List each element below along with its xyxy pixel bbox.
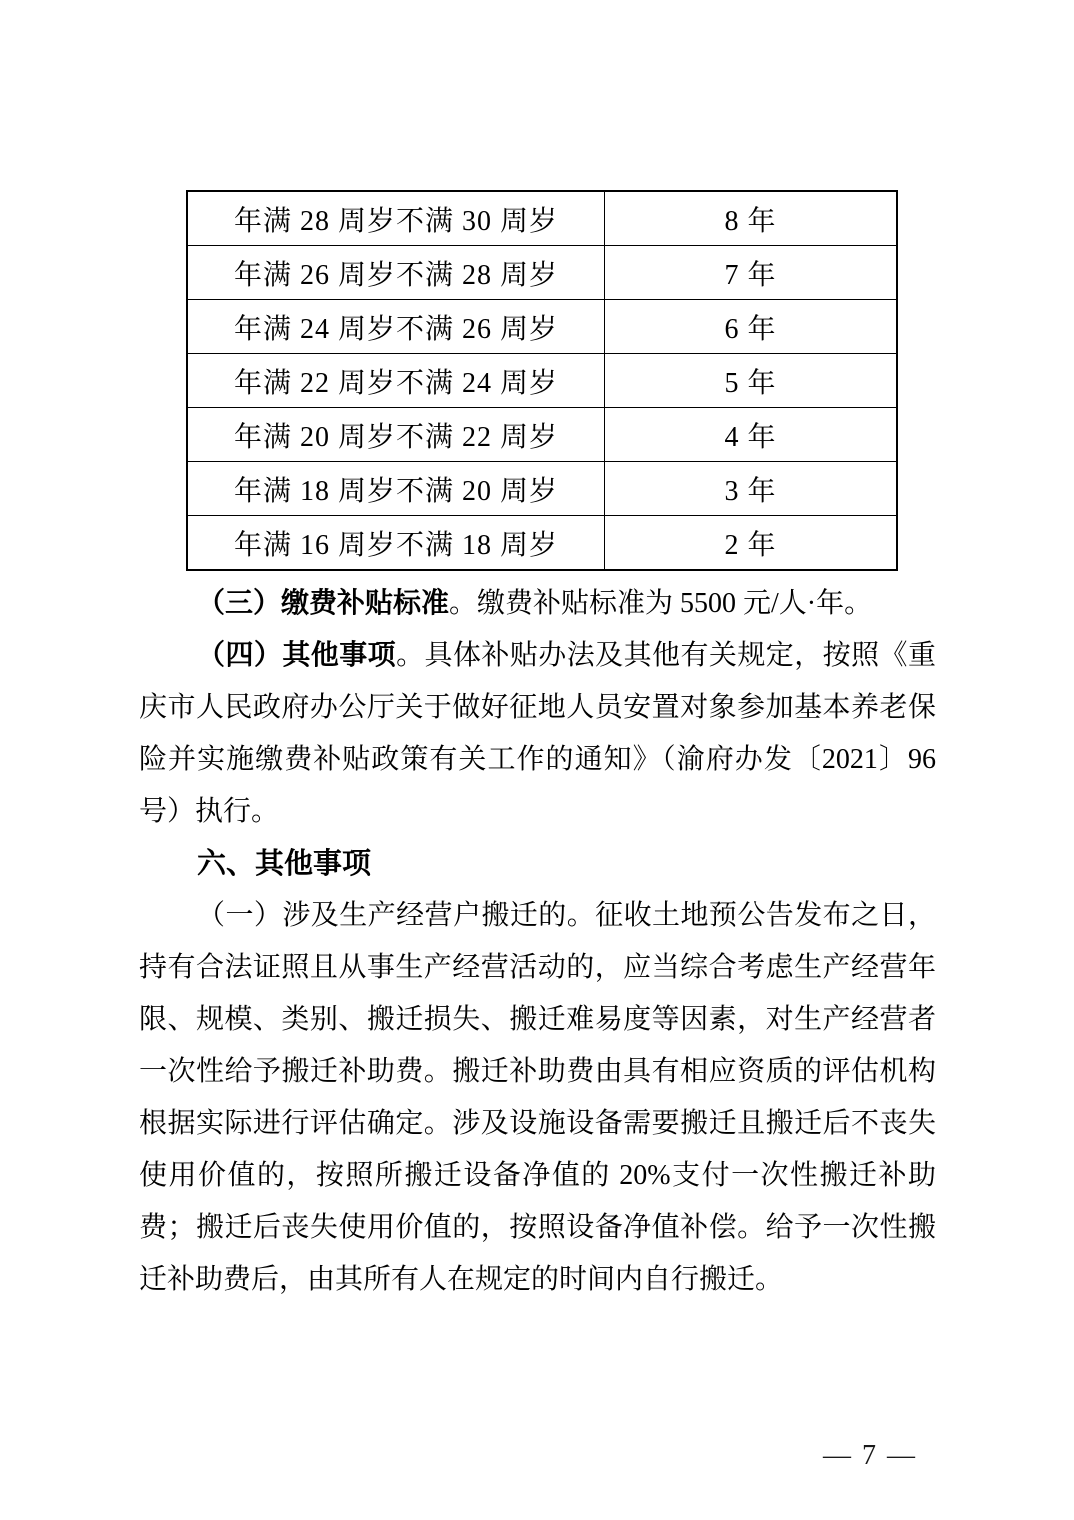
paragraph-item-four bbox=[139, 630, 936, 838]
age-range-cell: 年满 16 周岁不满 18 周岁 bbox=[187, 516, 604, 571]
age-range-cell: 年满 24 周岁不满 26 周岁 bbox=[187, 300, 604, 354]
age-range-cell: 年满 20 周岁不满 22 周岁 bbox=[187, 408, 604, 462]
table-row bbox=[187, 300, 897, 354]
paragraph-item-one: （一）涉及生产经营户搬迁的。征收土地预公告发布之日，持有合法证照且从事生产经营活动的，应当综合考虑生产经营年限、规模、类别、搬迁损失、搬迁难易度等因素，对生产经营者一次性给予搬迁补助费。搬迁补助费由具有相应资质的评估机构根据实际进行评估确定。涉及设施设备需要搬迁且搬迁后不丧失使用价值的，按照所搬迁设备净值的 20%支付一次性搬迁补助费；搬迁后丧失使用价值的，按照设备净值补偿。给予一次性搬迁补助费后，由其所有人在规定的时间内自行搬迁。 bbox=[139, 900, 936, 1295]
age-range-cell: 年满 18 周岁不满 20 周岁 bbox=[187, 462, 604, 516]
pension-years-table bbox=[186, 190, 898, 571]
table-row bbox=[187, 246, 897, 300]
page-number: — 7 — bbox=[823, 1440, 917, 1471]
item-three-text: 。缴费补贴标准为 5500 元/人·年。 bbox=[449, 588, 873, 619]
age-range-cell: 年满 22 周岁不满 24 周岁 bbox=[187, 354, 604, 408]
body-text bbox=[139, 578, 936, 1306]
years-cell: 3 年 bbox=[604, 462, 897, 516]
paragraph-item-three bbox=[139, 578, 936, 630]
item-four-lead: （四）其他事项 bbox=[197, 640, 397, 671]
years-cell: 2 年 bbox=[604, 516, 897, 571]
years-cell: 5 年 bbox=[604, 354, 897, 408]
age-range-cell: 年满 28 周岁不满 30 周岁 bbox=[187, 191, 604, 246]
pension-years-table-wrap bbox=[186, 190, 898, 571]
item-four-text: 。具体补贴办法及其他有关规定，按照《重庆市人民政府办公厅关于做好征地人员安置对象参加基本养老保险并实施缴费补贴政策有关工作的通知》（渝府办发〔2021〕96 号）执行。 bbox=[139, 640, 936, 827]
table-row bbox=[187, 354, 897, 408]
section-six-heading: 六、其他事项 bbox=[197, 848, 372, 880]
years-cell: 7 年 bbox=[604, 246, 897, 300]
table-row bbox=[187, 408, 897, 462]
age-range-cell: 年满 26 周岁不满 28 周岁 bbox=[187, 246, 604, 300]
table-row bbox=[187, 462, 897, 516]
years-cell: 4 年 bbox=[604, 408, 897, 462]
item-three-lead: （三）缴费补贴标准 bbox=[197, 588, 450, 619]
table-row bbox=[187, 516, 897, 571]
years-cell: 8 年 bbox=[604, 191, 897, 246]
table-row bbox=[187, 191, 897, 246]
years-cell: 6 年 bbox=[604, 300, 897, 354]
